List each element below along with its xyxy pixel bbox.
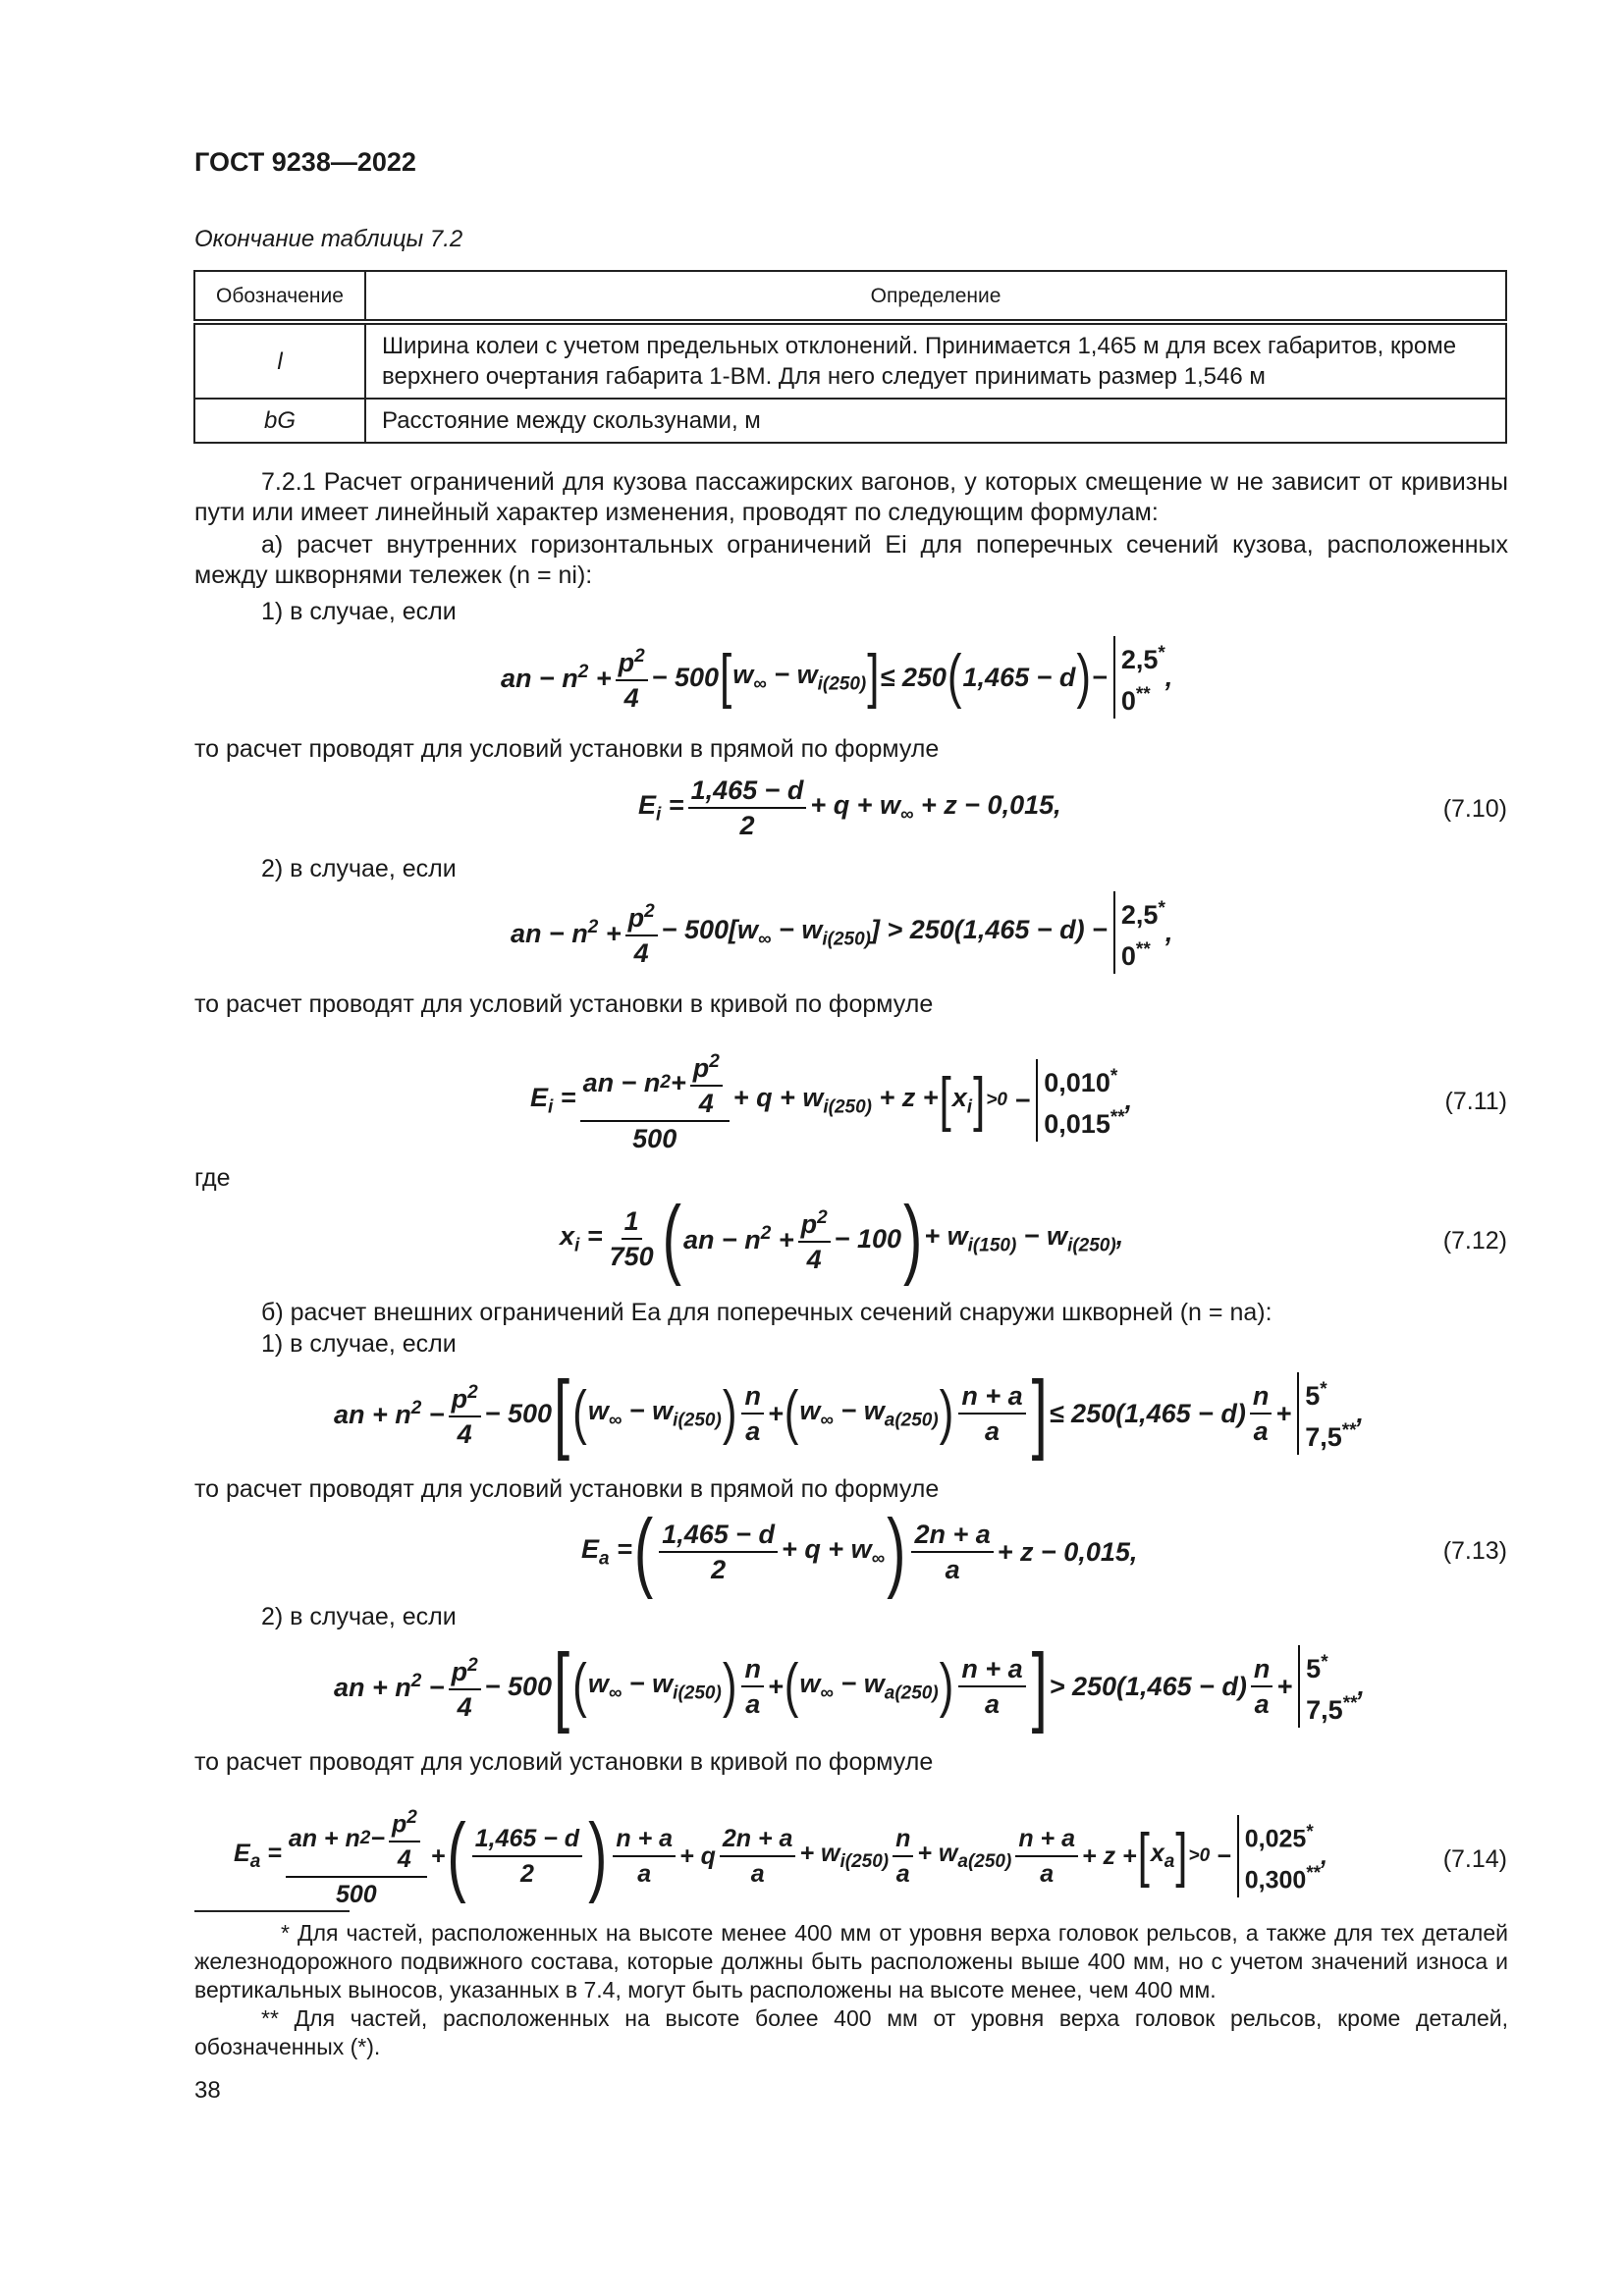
equation-number: (7.10) xyxy=(1442,795,1507,823)
equation-number: (7.13) xyxy=(1442,1537,1507,1565)
equation-number: (7.14) xyxy=(1442,1845,1507,1873)
row-symbol: bG xyxy=(194,399,365,443)
footnote-1: * Для частей, расположенных на высоте менее 400 мм от уровня верха головок рельсов, а также для тех деталей железнодорожного подвижного состава, которые должны быть расположены выше 400 мм, но с учетом значений износа и вертикальных выносов, указанных в 7.4, могут быть расположены на высоте менее, чем 400 мм. xyxy=(194,1920,1508,2002)
footnote-2: ** Для частей, расположенных на высоте более 400 мм от уровня верха головок рельсов, кроме деталей, обозначенных (*). xyxy=(194,2005,1508,2059)
straight-label-1: то расчет проводят для условий установки в прямой по формуле xyxy=(194,735,940,763)
where-label: где xyxy=(194,1164,231,1192)
condition-inner-1: an − $n^2$ + $\frac{p^2}{4}$ − 500 [ $w_\infty - w_{i(250)}$ ] ≤ 250 ( 1,465 − d ) − 2,5* 0** , xyxy=(501,628,1172,726)
footnote-separator xyxy=(194,1910,350,1912)
case-2-label: 2) в случае, если xyxy=(261,1603,457,1630)
equation-7-11: $E_i$ = an − n 2 + $\frac{p^2}{4}$ 500 + $q + w_{i(250)} + z$ + [ $x_i$ ] >0 − 0,010* 0,015** , xyxy=(530,1027,1132,1174)
table-header-row xyxy=(194,271,1506,322)
document-header: ГОСТ 9238—2022 xyxy=(194,147,416,177)
condition-outer-1: an + $n^2$ − $\frac{p^2}{4}$ − 500 [ ( $w_\infty - w_{i(250)}$ ) $\frac{n}{a}$ + ( $w_\infty - w_{a(250)}$ ) $\frac{n + a}{a}$ ] ≤ 250(1,465 − d) $\frac{n}{a}$ + 5* 7,5** , xyxy=(334,1362,1365,1463)
table-row xyxy=(194,399,1506,443)
header-symbol: Обозначение xyxy=(194,271,365,322)
equation-number: (7.11) xyxy=(1444,1088,1507,1115)
definitions-table xyxy=(193,270,1507,444)
equation-7-10: $E_i$ = $\frac{1,465 - d}{2}$ + $q + w_\infty + z - 0,015$, xyxy=(638,775,1061,840)
header-definition: Определение xyxy=(365,271,1506,322)
case-2-label: 2) в случае, если xyxy=(261,855,457,882)
paragraph-7-2-1: 7.2.1 Расчет ограничений для кузова пассажирских вагонов, у которых смещение w не зависит от кривизны пути или имеет линейный характер изменения, проводят по следующим формулам: xyxy=(194,468,1508,526)
case-1-label: 1) в случае, если xyxy=(261,1330,457,1358)
straight-label-2: то расчет проводят для условий установки в прямой по формуле xyxy=(194,1475,940,1503)
row-definition: Расстояние между скользунами, м xyxy=(365,399,1506,443)
curve-label-2: то расчет проводят для условий установки в кривой по формуле xyxy=(194,1748,934,1776)
equation-number: (7.12) xyxy=(1442,1227,1507,1255)
row-definition: Ширина колеи с учетом предельных отклонений. Принимается 1,465 м для всех габаритов, кроме верхнего очертания габарита 1-ВМ. Для него следует принимать размер 1,546 м xyxy=(365,322,1506,399)
case-1-label: 1) в случае, если xyxy=(261,598,457,625)
table-caption: Окончание таблицы 7.2 xyxy=(194,226,463,252)
page-number: 38 xyxy=(194,2077,221,2104)
equation-7-14: $E_a$ = an + n 2 − $\frac{p^2}{4}$ 500 + ( $\frac{1,465 - d}{2}$ ) $\frac{n + a}{a}$ + q $\frac{2n + a}{a}$ + $w_{i(250)}$ $\frac{n}{a}$ + $w_{a(250)}$ $\frac{n + a}{a}$ + z + [ $x_a$ ] >0 − 0,025* 0,300** , xyxy=(234,1783,1327,1930)
table-row xyxy=(194,322,1506,399)
paragraph-a: а) расчет внутренних горизонтальных ограничений Ei для поперечных сечений кузова, расположенных между шкворнями тележек (n = ni): xyxy=(194,531,1508,589)
condition-inner-2: an − $n^2$ + $\frac{p^2}{4}$ − $500[w_\infty - w_{i(250)}] > 250(1,465 - d)$ − 2,5* 0** , xyxy=(511,883,1172,982)
curve-label-1: то расчет проводят для условий установки в кривой по формуле xyxy=(194,990,934,1018)
equation-7-13: $E_a$ = ( $\frac{1,465 - d}{2}$ + $q + w_\infty$ ) $\frac{2n + a}{a}$ + z − 0,015, xyxy=(581,1501,1138,1601)
equation-7-12: $x_i$ = $\frac{1}{750}$ ( an − $n^2$ + $\frac{p^2}{4}$ − 100 ) + $w_{i(150)} - w_{i(250)}$, xyxy=(560,1188,1124,1288)
paragraph-b: б) расчет внешних ограничений Ea для поперечных сечений снаружи шкворней (n = na): xyxy=(261,1299,1272,1326)
row-symbol: l xyxy=(194,322,365,399)
condition-outer-2: an + $n^2$ − $\frac{p^2}{4}$ − 500 [ ( $w_\infty - w_{i(250)}$ ) $\frac{n}{a}$ + ( $w_\infty - w_{a(250)}$ ) $\frac{n + a}{a}$ ] > 250(1,465 − d) $\frac{n}{a}$ + 5* 7,5** , xyxy=(334,1635,1366,1735)
